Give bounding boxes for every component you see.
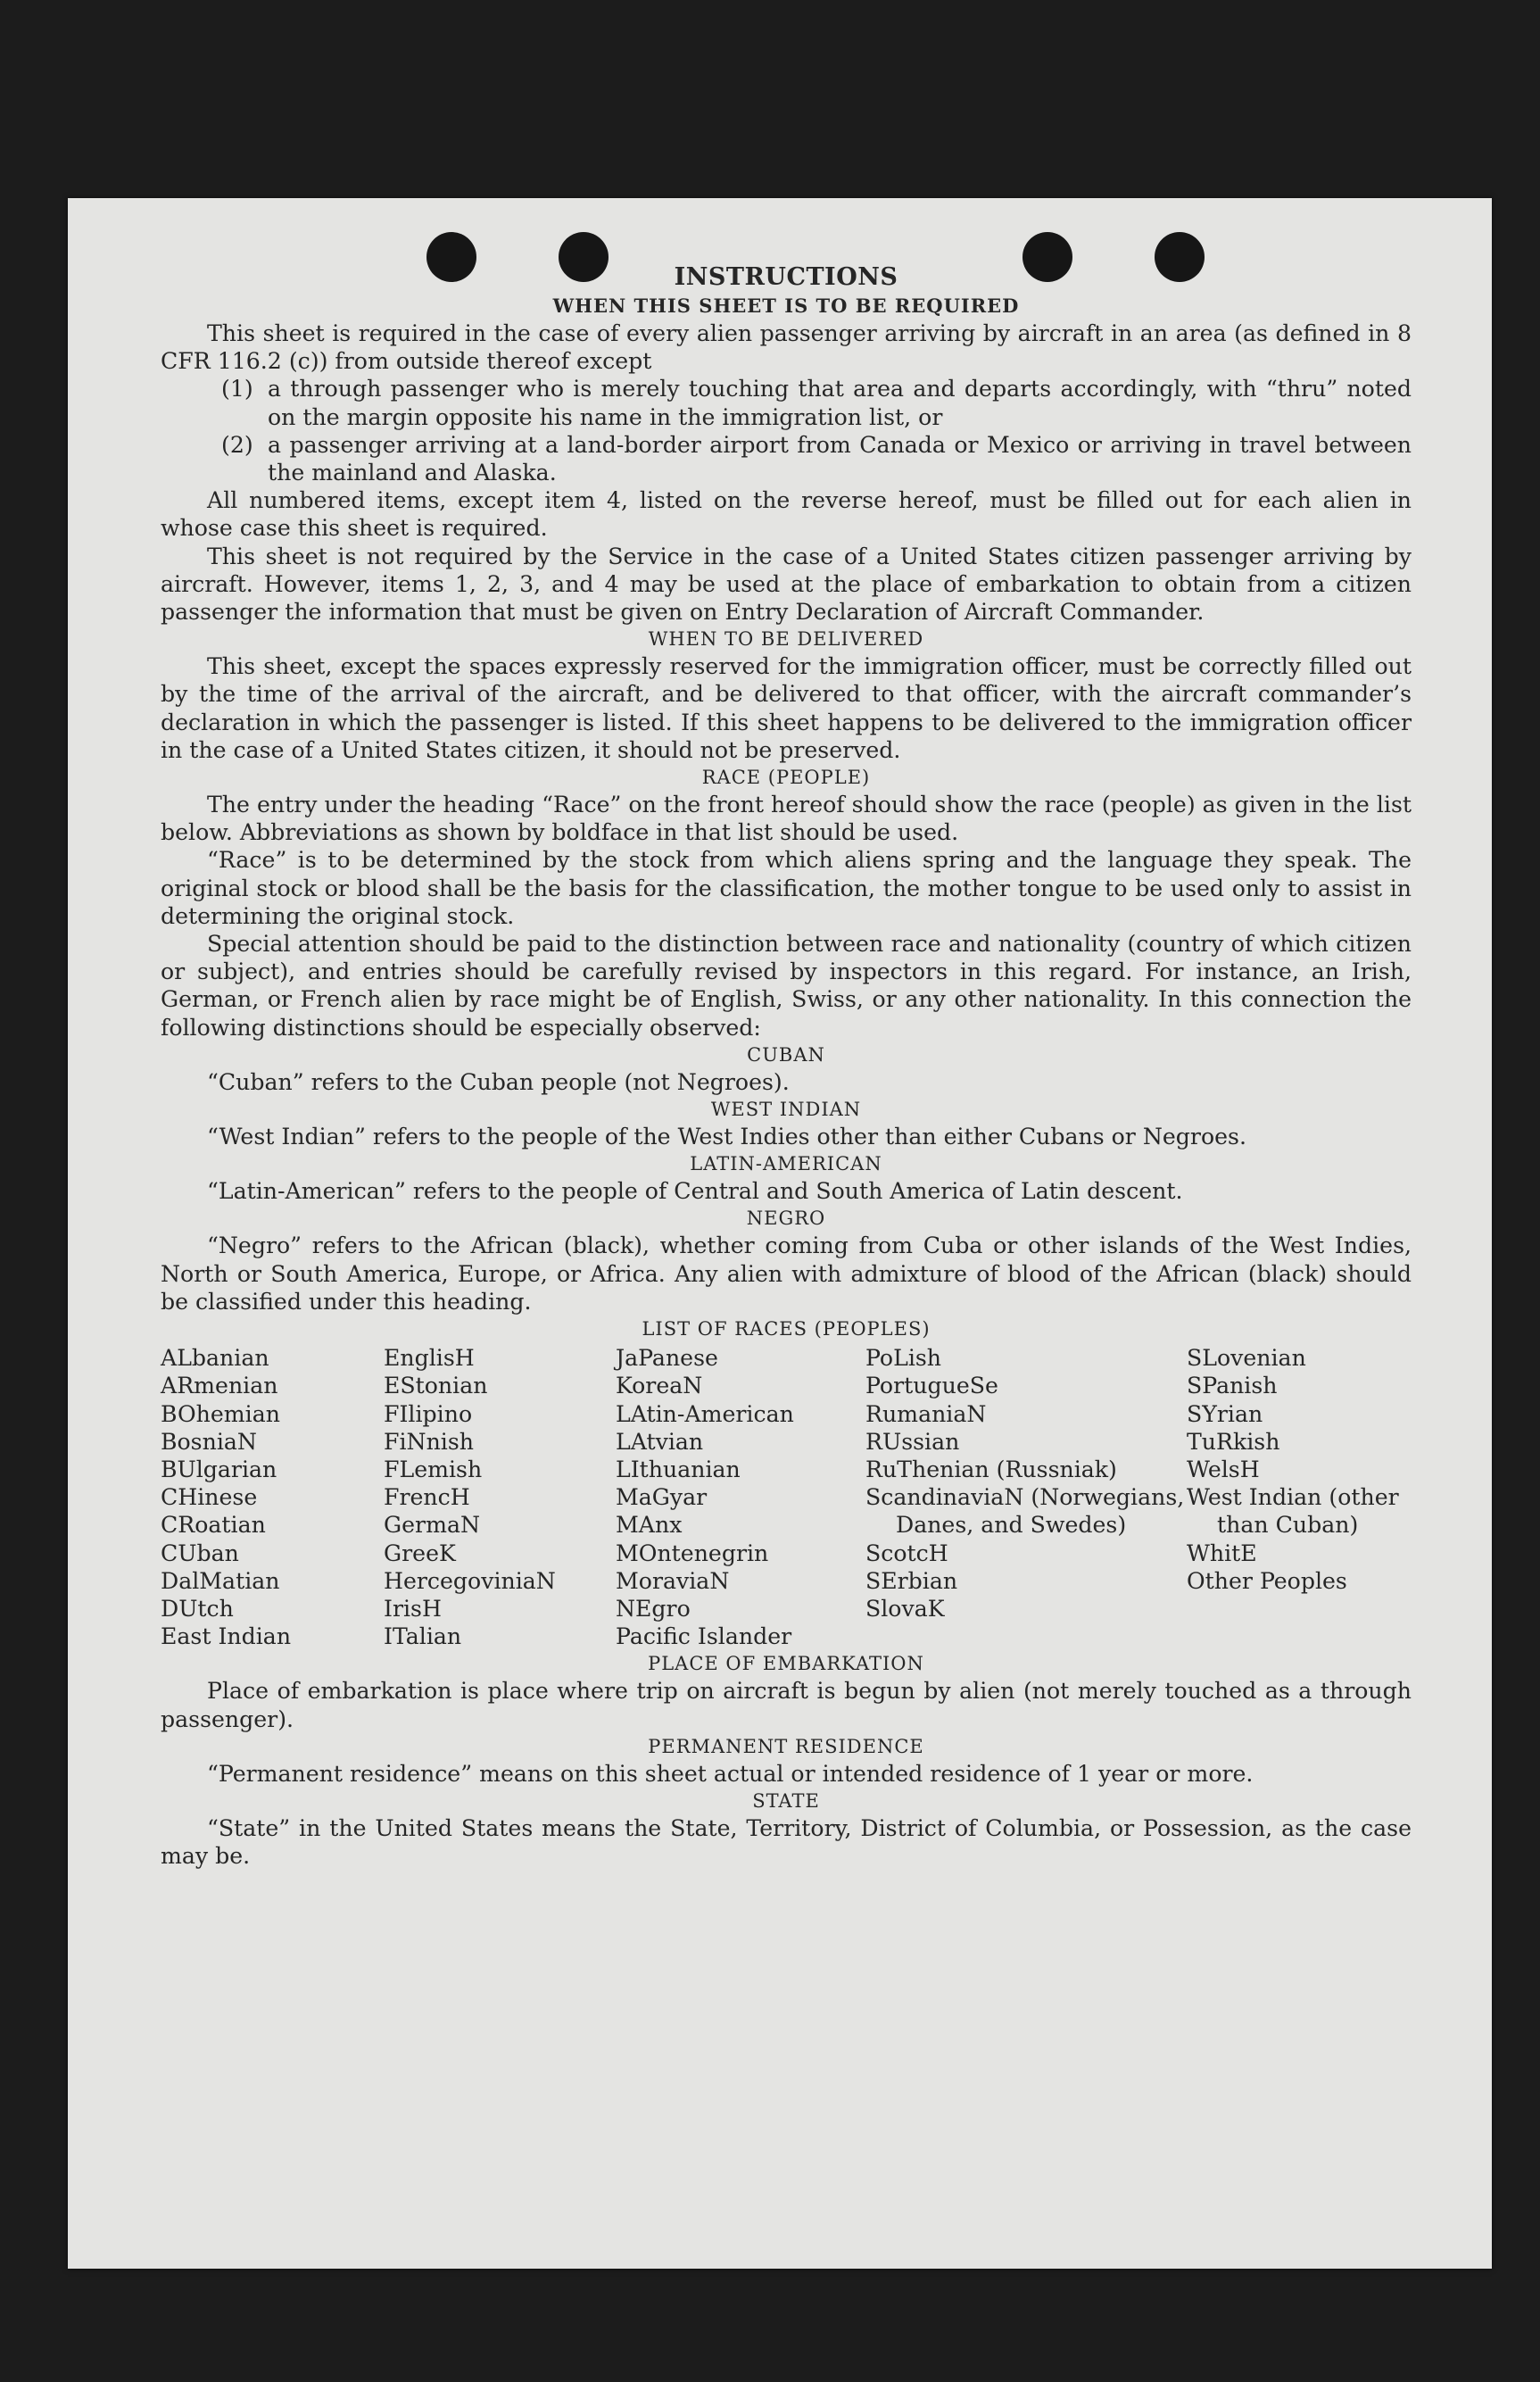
- race-entry: CRoatian: [161, 1512, 266, 1539]
- race-entry: GreeK: [384, 1540, 456, 1566]
- race-list: [161, 1344, 1412, 1650]
- race-entry: LAtin-American: [616, 1400, 794, 1427]
- race-entry: ITalian: [384, 1623, 462, 1650]
- instructions-content: [161, 262, 1412, 1870]
- section-heading: LIST OF RACES (PEOPLES): [642, 1318, 931, 1340]
- race-entry: BosniaN: [161, 1428, 257, 1455]
- race-entry: PortugueSe: [865, 1373, 998, 1399]
- race-entry: SLovenian: [1187, 1345, 1306, 1372]
- section-heading: WHEN TO BE DELIVERED: [648, 628, 924, 651]
- list-item: [221, 431, 1412, 486]
- item-number: (1): [221, 376, 253, 403]
- paragraph: This sheet is not required by the Service in the case of a United States citizen passenger arriving by aircraft. However, items 1, 2, 3, and 4 may be used at the place of embarkation to obtain from a citizen passenger the information that must be given on Entry Declaration of Aircraft Commander.: [161, 543, 1412, 626]
- race-entry: PoLish: [865, 1345, 942, 1372]
- race-entry: CUban: [161, 1540, 239, 1566]
- race-entry: FrencH: [384, 1484, 470, 1511]
- paragraph: “Cuban” refers to the Cuban people (not Negroes).: [207, 1068, 790, 1095]
- race-entry: TuRkish: [1187, 1428, 1280, 1455]
- race-entry: WhitE: [1187, 1540, 1257, 1566]
- paragraph: This sheet is required in the case of every alien passenger arriving by aircraft in an area (as defined in 8 CFR 116.2 (c)) from outside thereof except: [161, 320, 1412, 375]
- item-text: a passenger arriving at a land-border airport from Canada or Mexico or arriving in travel between the mainland and Alaska.: [268, 431, 1412, 486]
- section-heading: PLACE OF EMBARKATION: [648, 1653, 924, 1675]
- paragraph: Special attention should be paid to the distinction between race and nationality (country of which citizen or subject), and entries should be carefully revised by inspectors in this regard. For instance, an Irish, German, or French alien by race might be of English, Swiss, or any other nationality. In this connection the following distinctions should be especially observed:: [161, 931, 1412, 1041]
- section-heading: WEST INDIAN: [710, 1099, 862, 1121]
- race-entry: FLemish: [384, 1456, 483, 1482]
- race-entry: SErbian: [865, 1567, 958, 1594]
- race-entry: East Indian: [161, 1623, 292, 1650]
- race-entry: BUlgarian: [161, 1456, 277, 1482]
- race-column: [161, 1344, 384, 1650]
- race-entry: DalMatian: [161, 1567, 280, 1594]
- section-heading: NEGRO: [746, 1208, 826, 1230]
- race-entry: ALbanian: [161, 1345, 269, 1372]
- section-heading: RACE (PEOPLE): [701, 767, 871, 789]
- race-entry: SlovaK: [865, 1595, 945, 1622]
- race-column: [616, 1344, 865, 1650]
- section-heading: LATIN-AMERICAN: [690, 1153, 882, 1175]
- race-column: [865, 1344, 1187, 1650]
- race-entry: West Indian (other than Cuban): [1187, 1484, 1399, 1539]
- race-entry: SPanish: [1187, 1373, 1278, 1399]
- document-sheet: [68, 198, 1492, 2269]
- race-entry: MaGyar: [616, 1484, 708, 1511]
- race-entry: FIlipino: [384, 1400, 473, 1427]
- paragraph: “Race” is to be determined by the stock from which aliens spring and the language they speak. The original stock or blood shall be the basis for the classification, the mother tongue to be used only to assist in determining the original stock.: [161, 847, 1412, 929]
- race-entry: MoraviaN: [616, 1567, 730, 1594]
- paragraph: “Latin-American” refers to the people of Central and South America of Latin descent.: [207, 1178, 1183, 1205]
- race-entry: RuThenian (Russniak): [865, 1456, 1117, 1482]
- page-title: INSTRUCTIONS: [674, 263, 898, 291]
- race-column: [384, 1344, 616, 1650]
- race-entry: ARmenian: [161, 1373, 278, 1399]
- race-column: [1187, 1344, 1412, 1650]
- race-entry: FiNnish: [384, 1428, 474, 1455]
- race-entry: BOhemian: [161, 1400, 280, 1427]
- item-text: a through passenger who is merely touching that area and departs accordingly, with “thru” noted on the margin opposite his name in the immigration list, or: [268, 376, 1412, 430]
- race-entry: MAnx: [616, 1512, 683, 1539]
- race-entry: CHinese: [161, 1484, 258, 1511]
- paragraph: “State” in the United States means the State, Territory, District of Columbia, or Possession, as the case may be.: [161, 1814, 1412, 1870]
- paragraph: “Permanent residence” means on this sheet actual or intended residence of 1 year or more.: [207, 1760, 1254, 1787]
- paragraph: This sheet, except the spaces expressly reserved for the immigration officer, must be correctly filled out by the time of the arrival of the aircraft, and be delivered to that officer, with the aircraft commander’s declaration in which the passenger is listed. If this sheet happens to be delivered to the immigration officer in the case of a United States citizen, it should not be preserved.: [161, 653, 1412, 763]
- race-entry: Pacific Islander: [616, 1623, 792, 1650]
- item-number: (2): [221, 431, 253, 458]
- race-entry: ScotcH: [865, 1540, 948, 1566]
- race-entry: GermaN: [384, 1512, 481, 1539]
- race-entry: Other Peoples: [1187, 1567, 1347, 1594]
- paragraph: All numbered items, except item 4, listed on the reverse hereof, must be filled out for each alien in whose case this sheet is required.: [161, 487, 1412, 542]
- paragraph: “Negro” refers to the African (black), whether coming from Cuba or other islands of the West Indies, North or South America, Europe, or Africa. Any alien with admixture of blood of the African (black) should be classified under this heading.: [161, 1232, 1412, 1315]
- paragraph: “West Indian” refers to the people of the West Indies other than either Cubans or Negroes.: [207, 1124, 1246, 1150]
- race-entry: SYrian: [1187, 1400, 1263, 1427]
- race-entry: EnglisH: [384, 1345, 475, 1372]
- section-heading: PERMANENT RESIDENCE: [648, 1735, 924, 1757]
- race-entry: IrisH: [384, 1595, 442, 1622]
- race-entry: RumaniaN: [865, 1400, 987, 1427]
- race-entry: KoreaN: [616, 1373, 703, 1399]
- paragraph: The entry under the heading “Race” on the front hereof should show the race (people) as given in the list below. Abbreviations as shown by boldface in that list should be used.: [161, 792, 1412, 846]
- race-entry: DUtch: [161, 1595, 234, 1622]
- list-item: [221, 375, 1412, 430]
- race-entry: JaPanese: [616, 1345, 718, 1372]
- race-entry: RUssian: [865, 1428, 960, 1455]
- race-entry: WelsH: [1187, 1456, 1260, 1482]
- race-entry: ScandinaviaN (Norwegians, Danes, and Swedes): [865, 1484, 1185, 1539]
- section-heading: STATE: [752, 1789, 820, 1812]
- section-heading: CUBAN: [747, 1043, 825, 1066]
- race-entry: LAtvian: [616, 1428, 704, 1455]
- section-heading: WHEN THIS SHEET IS TO BE REQUIRED: [552, 295, 1020, 317]
- race-entry: HercegoviniaN: [384, 1567, 556, 1594]
- race-entry: NEgro: [616, 1595, 691, 1622]
- race-entry: LIthuanian: [616, 1456, 741, 1482]
- race-entry: MOntenegrin: [616, 1540, 769, 1566]
- paragraph: Place of embarkation is place where trip on aircraft is begun by alien (not merely touched as a through passenger).: [161, 1678, 1412, 1732]
- race-entry: EStonian: [384, 1373, 488, 1399]
